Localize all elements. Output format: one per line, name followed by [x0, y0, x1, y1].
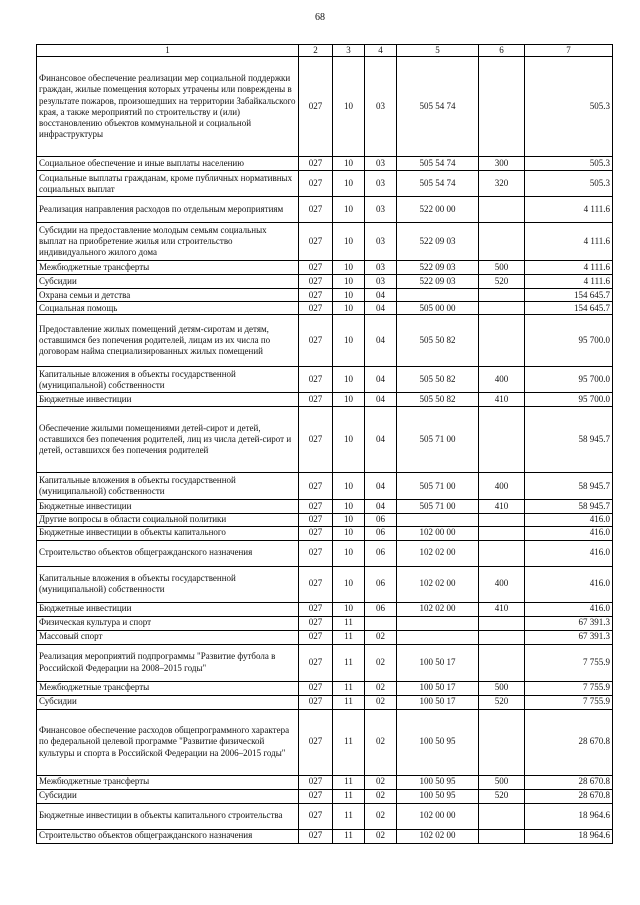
row-article-cell: 522 09 03 [397, 261, 479, 275]
row-code-cell: 027 [299, 57, 333, 157]
row-subsection-cell: 06 [365, 514, 397, 526]
row-section-cell: 10 [333, 540, 365, 566]
col-2-header: 2 [299, 45, 333, 57]
row-name-cell: Бюджетные инвестиции в объекты капитального [37, 526, 299, 540]
row-name-cell: Другие вопросы в области социальной политики [37, 514, 299, 526]
row-amount-cell: 7 755.9 [525, 695, 613, 709]
row-article-cell: 505 50 82 [397, 315, 479, 367]
table-row [37, 275, 613, 289]
row-subsection-cell [365, 616, 397, 630]
row-code-cell: 027 [299, 393, 333, 407]
table-row [37, 540, 613, 566]
row-section-cell: 10 [333, 57, 365, 157]
row-amount-cell: 4 111.6 [525, 275, 613, 289]
col-7-header: 7 [525, 45, 613, 57]
table-row [37, 709, 613, 775]
row-subsection-cell: 04 [365, 367, 397, 393]
row-article-cell: 505 71 00 [397, 500, 479, 514]
row-amount-cell: 416.0 [525, 602, 613, 616]
row-article-cell: 505 71 00 [397, 407, 479, 473]
row-type-cell: 500 [479, 681, 525, 695]
row-section-cell: 11 [333, 695, 365, 709]
row-subsection-cell: 04 [365, 473, 397, 500]
row-name-cell: Капитальные вложения в объекты государственной (муниципальной) собственности [37, 566, 299, 602]
row-article-cell: 100 50 95 [397, 775, 479, 789]
table-row [37, 681, 613, 695]
row-code-cell: 027 [299, 261, 333, 275]
row-subsection-cell: 03 [365, 171, 397, 197]
row-section-cell: 11 [333, 630, 365, 644]
row-name-cell: Межбюджетные трансферты [37, 775, 299, 789]
row-section-cell: 10 [333, 171, 365, 197]
row-amount-cell: 154 645.7 [525, 302, 613, 315]
row-article-cell: 100 50 95 [397, 789, 479, 803]
row-type-cell [479, 407, 525, 473]
row-subsection-cell: 03 [365, 57, 397, 157]
row-amount-cell: 95 700.0 [525, 315, 613, 367]
row-amount-cell: 95 700.0 [525, 393, 613, 407]
table-row [37, 775, 613, 789]
row-section-cell: 11 [333, 829, 365, 843]
row-code-cell: 027 [299, 789, 333, 803]
row-article-cell: 102 02 00 [397, 566, 479, 602]
row-name-cell: Реализация мероприятий подпрограммы "Развитие футбола в Российской Федерации на 2008–2015 годы" [37, 644, 299, 681]
row-name-cell: Реализация направления расходов по отдельным мероприятиям [37, 197, 299, 223]
row-section-cell: 11 [333, 681, 365, 695]
row-name-cell: Межбюджетные трансферты [37, 681, 299, 695]
budget-table [36, 44, 613, 844]
row-article-cell: 100 50 17 [397, 681, 479, 695]
row-code-cell: 027 [299, 407, 333, 473]
row-amount-cell: 4 111.6 [525, 223, 613, 261]
row-type-cell: 400 [479, 473, 525, 500]
row-type-cell [479, 709, 525, 775]
row-code-cell: 027 [299, 540, 333, 566]
row-article-cell: 505 54 74 [397, 57, 479, 157]
row-article-cell: 505 54 74 [397, 157, 479, 171]
row-code-cell: 027 [299, 500, 333, 514]
row-section-cell: 11 [333, 789, 365, 803]
row-section-cell: 10 [333, 315, 365, 367]
row-section-cell: 10 [333, 500, 365, 514]
row-amount-cell: 58 945.7 [525, 500, 613, 514]
row-name-cell: Охрана семьи и детства [37, 289, 299, 302]
row-code-cell: 027 [299, 803, 333, 829]
row-amount-cell: 18 964.6 [525, 803, 613, 829]
table-row [37, 644, 613, 681]
row-section-cell: 10 [333, 602, 365, 616]
row-name-cell: Социальное обеспечение и иные выплаты населению [37, 157, 299, 171]
row-subsection-cell: 03 [365, 223, 397, 261]
row-code-cell: 027 [299, 315, 333, 367]
row-amount-cell: 58 945.7 [525, 473, 613, 500]
row-name-cell: Строительство объектов общегражданского назначения [37, 829, 299, 843]
row-name-cell: Массовый спорт [37, 630, 299, 644]
row-code-cell: 027 [299, 630, 333, 644]
row-type-cell [479, 223, 525, 261]
row-code-cell: 027 [299, 473, 333, 500]
row-name-cell: Социальные выплаты гражданам, кроме публичных нормативных социальных выплат [37, 171, 299, 197]
row-amount-cell: 4 111.6 [525, 261, 613, 275]
row-code-cell: 027 [299, 157, 333, 171]
row-subsection-cell: 03 [365, 157, 397, 171]
row-type-cell [479, 616, 525, 630]
col-1-header: 1 [37, 45, 299, 57]
row-type-cell: 520 [479, 789, 525, 803]
row-name-cell: Финансовое обеспечение реализации мер социальной поддержки граждан, жилые помещения которых утрачены или повреждены в результате пожаров, произошедших на территории Забайкальского края, а также мероприятий по строительству и (или) восстановлению объектов коммунальной и социальной инфраструктуры [37, 57, 299, 157]
row-section-cell: 10 [333, 302, 365, 315]
row-section-cell: 10 [333, 197, 365, 223]
row-type-cell [479, 644, 525, 681]
row-name-cell: Обеспечение жилыми помещениями детей-сирот и детей, оставшихся без попечения родителей, лиц из числа детей-сирот и детей, оставшихся без попечения родителей [37, 407, 299, 473]
row-amount-cell: 4 111.6 [525, 197, 613, 223]
row-code-cell: 027 [299, 602, 333, 616]
row-amount-cell: 67 391.3 [525, 630, 613, 644]
row-subsection-cell: 06 [365, 602, 397, 616]
row-article-cell: 505 50 82 [397, 393, 479, 407]
row-amount-cell: 416.0 [525, 566, 613, 602]
row-code-cell: 027 [299, 223, 333, 261]
row-name-cell: Субсидии [37, 695, 299, 709]
row-name-cell: Субсидии на предоставление молодым семьям социальных выплат на приобретение жилья или строительство индивидуального жилого дома [37, 223, 299, 261]
row-name-cell: Бюджетные инвестиции [37, 500, 299, 514]
row-article-cell: 102 00 00 [397, 526, 479, 540]
row-code-cell: 027 [299, 171, 333, 197]
row-type-cell: 500 [479, 775, 525, 789]
col-6-header: 6 [479, 45, 525, 57]
row-subsection-cell: 04 [365, 407, 397, 473]
row-section-cell: 10 [333, 261, 365, 275]
row-type-cell: 410 [479, 500, 525, 514]
row-name-cell: Субсидии [37, 789, 299, 803]
row-subsection-cell: 02 [365, 829, 397, 843]
row-type-cell [479, 302, 525, 315]
row-subsection-cell: 06 [365, 540, 397, 566]
row-article-cell: 505 50 82 [397, 367, 479, 393]
row-article-cell: 522 09 03 [397, 275, 479, 289]
table-row [37, 407, 613, 473]
row-subsection-cell: 04 [365, 500, 397, 514]
table-row [37, 602, 613, 616]
row-subsection-cell: 06 [365, 526, 397, 540]
row-section-cell: 10 [333, 566, 365, 602]
row-article-cell: 100 50 95 [397, 709, 479, 775]
row-code-cell: 027 [299, 681, 333, 695]
row-name-cell: Капитальные вложения в объекты государственной (муниципальной) собственности [37, 473, 299, 500]
table-row [37, 789, 613, 803]
table-row [37, 223, 613, 261]
row-type-cell: 500 [479, 261, 525, 275]
row-article-cell: 102 02 00 [397, 540, 479, 566]
row-article-cell: 505 71 00 [397, 473, 479, 500]
row-section-cell: 10 [333, 526, 365, 540]
row-code-cell: 027 [299, 526, 333, 540]
table-row [37, 514, 613, 526]
row-amount-cell: 18 964.6 [525, 829, 613, 843]
row-name-cell: Социальная помощь [37, 302, 299, 315]
col-3-header: 3 [333, 45, 365, 57]
row-section-cell: 10 [333, 514, 365, 526]
row-amount-cell: 154 645.7 [525, 289, 613, 302]
row-amount-cell: 416.0 [525, 514, 613, 526]
table-row [37, 566, 613, 602]
row-amount-cell: 7 755.9 [525, 644, 613, 681]
row-amount-cell: 7 755.9 [525, 681, 613, 695]
row-type-cell [479, 289, 525, 302]
row-name-cell: Финансовое обеспечение расходов общепрограммного характера по федеральной целевой программе "Развитие физической культуры и спорта в Российской Федерации на 2006–2015 годы" [37, 709, 299, 775]
row-name-cell: Бюджетные инвестиции в объекты капитального строительства [37, 803, 299, 829]
row-type-cell: 520 [479, 275, 525, 289]
table-row [37, 526, 613, 540]
row-amount-cell: 505.3 [525, 171, 613, 197]
row-code-cell: 027 [299, 644, 333, 681]
row-name-cell: Физическая культура и спорт [37, 616, 299, 630]
row-type-cell [479, 514, 525, 526]
row-section-cell: 10 [333, 275, 365, 289]
row-amount-cell: 416.0 [525, 526, 613, 540]
row-article-cell: 505 00 00 [397, 302, 479, 315]
table-row [37, 289, 613, 302]
row-section-cell: 10 [333, 473, 365, 500]
row-code-cell: 027 [299, 275, 333, 289]
row-article-cell: 102 02 00 [397, 602, 479, 616]
table-row [37, 500, 613, 514]
row-subsection-cell: 02 [365, 630, 397, 644]
table-row [37, 261, 613, 275]
row-section-cell: 11 [333, 616, 365, 630]
table-row [37, 829, 613, 843]
table-row [37, 171, 613, 197]
row-code-cell: 027 [299, 197, 333, 223]
row-code-cell: 027 [299, 566, 333, 602]
row-code-cell: 027 [299, 302, 333, 315]
row-amount-cell: 28 670.8 [525, 775, 613, 789]
row-type-cell: 300 [479, 157, 525, 171]
table-row [37, 197, 613, 223]
row-article-cell [397, 616, 479, 630]
table-row [37, 695, 613, 709]
col-5-header: 5 [397, 45, 479, 57]
row-amount-cell: 28 670.8 [525, 789, 613, 803]
row-article-cell: 102 02 00 [397, 829, 479, 843]
table-row [37, 393, 613, 407]
row-type-cell: 320 [479, 171, 525, 197]
row-amount-cell: 28 670.8 [525, 709, 613, 775]
row-section-cell: 11 [333, 709, 365, 775]
row-section-cell: 11 [333, 775, 365, 789]
row-subsection-cell: 04 [365, 393, 397, 407]
row-type-cell [479, 57, 525, 157]
row-name-cell: Бюджетные инвестиции [37, 602, 299, 616]
row-article-cell: 100 50 17 [397, 644, 479, 681]
row-type-cell [479, 803, 525, 829]
row-type-cell: 400 [479, 367, 525, 393]
row-article-cell: 522 00 00 [397, 197, 479, 223]
row-code-cell: 027 [299, 829, 333, 843]
row-name-cell: Межбюджетные трансферты [37, 261, 299, 275]
row-article-cell: 505 54 74 [397, 171, 479, 197]
row-section-cell: 10 [333, 223, 365, 261]
row-amount-cell: 505.3 [525, 57, 613, 157]
col-4-header: 4 [365, 45, 397, 57]
row-subsection-cell: 02 [365, 695, 397, 709]
row-subsection-cell: 06 [365, 566, 397, 602]
row-type-cell [479, 197, 525, 223]
row-subsection-cell: 03 [365, 275, 397, 289]
row-type-cell [479, 526, 525, 540]
row-type-cell [479, 829, 525, 843]
page-number: 68 [315, 12, 325, 23]
row-amount-cell: 416.0 [525, 540, 613, 566]
header-row [37, 45, 613, 57]
table-row [37, 157, 613, 171]
row-subsection-cell: 02 [365, 681, 397, 695]
row-name-cell: Бюджетные инвестиции [37, 393, 299, 407]
row-type-cell [479, 540, 525, 566]
row-code-cell: 027 [299, 775, 333, 789]
row-type-cell: 400 [479, 566, 525, 602]
row-amount-cell: 67 391.3 [525, 616, 613, 630]
table-row [37, 473, 613, 500]
row-type-cell: 520 [479, 695, 525, 709]
row-type-cell: 410 [479, 602, 525, 616]
row-section-cell: 11 [333, 644, 365, 681]
row-name-cell: Предоставление жилых помещений детям-сиротам и детям, оставшимся без попечения родителей, лицам из их числа по договорам найма специализированных жилых помещений [37, 315, 299, 367]
row-amount-cell: 58 945.7 [525, 407, 613, 473]
row-section-cell: 10 [333, 157, 365, 171]
row-section-cell: 11 [333, 803, 365, 829]
row-code-cell: 027 [299, 514, 333, 526]
row-article-cell [397, 630, 479, 644]
row-name-cell: Капитальные вложения в объекты государственной (муниципальной) собственности [37, 367, 299, 393]
row-subsection-cell: 02 [365, 803, 397, 829]
table-row [37, 315, 613, 367]
row-article-cell: 100 50 17 [397, 695, 479, 709]
row-article-cell: 522 09 03 [397, 223, 479, 261]
row-subsection-cell: 04 [365, 302, 397, 315]
table-row [37, 57, 613, 157]
table-row [37, 630, 613, 644]
row-section-cell: 10 [333, 289, 365, 302]
table-row [37, 803, 613, 829]
row-code-cell: 027 [299, 695, 333, 709]
row-amount-cell: 95 700.0 [525, 367, 613, 393]
row-subsection-cell: 02 [365, 789, 397, 803]
row-code-cell: 027 [299, 616, 333, 630]
row-subsection-cell: 02 [365, 644, 397, 681]
row-article-cell [397, 289, 479, 302]
row-subsection-cell: 04 [365, 315, 397, 367]
row-article-cell: 102 00 00 [397, 803, 479, 829]
row-section-cell: 10 [333, 407, 365, 473]
row-type-cell: 410 [479, 393, 525, 407]
row-section-cell: 10 [333, 367, 365, 393]
row-section-cell: 10 [333, 393, 365, 407]
row-subsection-cell: 02 [365, 709, 397, 775]
row-amount-cell: 505.3 [525, 157, 613, 171]
row-subsection-cell: 02 [365, 775, 397, 789]
table-row [37, 367, 613, 393]
row-code-cell: 027 [299, 709, 333, 775]
row-subsection-cell: 03 [365, 197, 397, 223]
row-name-cell: Субсидии [37, 275, 299, 289]
row-code-cell: 027 [299, 367, 333, 393]
row-subsection-cell: 04 [365, 289, 397, 302]
table-row [37, 302, 613, 315]
row-subsection-cell: 03 [365, 261, 397, 275]
row-name-cell: Строительство объектов общегражданского назначения [37, 540, 299, 566]
table-row [37, 616, 613, 630]
row-code-cell: 027 [299, 289, 333, 302]
row-type-cell [479, 630, 525, 644]
row-type-cell [479, 315, 525, 367]
row-article-cell [397, 514, 479, 526]
